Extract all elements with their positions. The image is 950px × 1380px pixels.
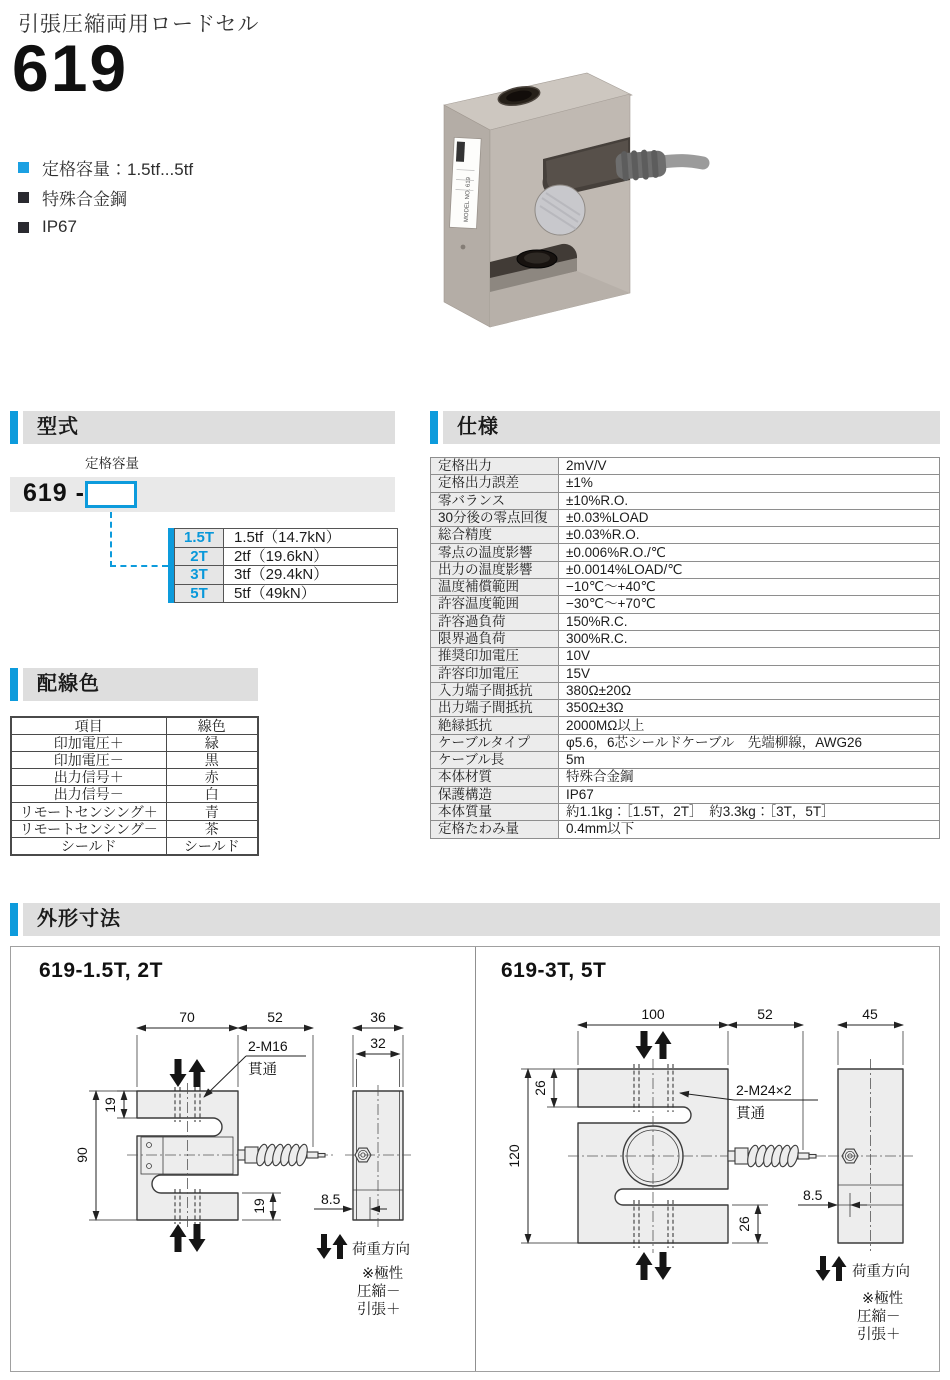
spec-row <box>431 786 940 803</box>
feature-item <box>18 216 193 238</box>
bullet-square-icon <box>18 222 29 233</box>
bullet-square-icon <box>18 192 29 203</box>
spec-item: 入力端子間抵抗 <box>431 682 559 699</box>
spec-value: ±0.006%R.O./℃ <box>559 544 940 561</box>
wiring-row <box>11 820 258 837</box>
capacity-value: 3tf（29.4kN） <box>224 566 398 585</box>
category-title: 引張圧縮両用ロードセル <box>18 13 260 36</box>
spec-row <box>431 544 940 561</box>
spec-item: 温度補償範囲 <box>431 579 559 596</box>
spec-row <box>431 803 940 820</box>
product-model-number: 619 <box>12 31 129 105</box>
bullet-square-icon <box>18 162 29 173</box>
wiring-col-item: 項目 <box>11 717 166 734</box>
spec-item: 零バランス <box>431 492 559 509</box>
spec-value: 2000MΩ以上 <box>559 717 940 734</box>
spec-row <box>431 821 940 838</box>
spec-item: 総合精度 <box>431 527 559 544</box>
spec-item: 本体材質 <box>431 769 559 786</box>
model-prefix: 619 - <box>23 479 85 507</box>
capacity-code-box <box>85 481 137 508</box>
spec-row <box>431 700 940 717</box>
spec-item: 定格出力 <box>431 458 559 475</box>
spec-row <box>431 527 940 544</box>
capacity-option-row <box>175 566 398 585</box>
svg-text:引張＋: 引張＋ <box>357 1302 401 1318</box>
spec-row <box>431 769 940 786</box>
wiring-item: 出力信号－ <box>11 786 166 803</box>
spec-item: 定格たわみ量 <box>431 821 559 838</box>
wiring-col-color: 線色 <box>166 717 258 734</box>
spec-item: 本体質量 <box>431 803 559 820</box>
capacity-value: 5tf（49kN） <box>224 584 398 603</box>
wiring-header-row <box>11 717 258 734</box>
capacity-option-row <box>175 547 398 566</box>
svg-text:2-M24×2: 2-M24×2 <box>736 1082 792 1098</box>
svg-text:90: 90 <box>74 1147 90 1163</box>
wiring-item: シールド <box>11 837 166 854</box>
svg-text:45: 45 <box>862 1006 878 1022</box>
spec-value: 10V <box>559 648 940 665</box>
spec-table <box>430 457 940 839</box>
capacity-option-row <box>175 584 398 603</box>
spec-value: 380Ω±20Ω <box>559 682 940 699</box>
spec-value: IP67 <box>559 786 940 803</box>
spec-value: 300%R.C. <box>559 630 940 647</box>
section-heading: 外形寸法 <box>23 903 940 936</box>
connector-line-horizontal <box>110 565 168 567</box>
cable <box>615 148 703 181</box>
section-accent-bar <box>430 411 438 444</box>
wiring-row <box>11 803 258 820</box>
wiring-row <box>11 769 258 786</box>
spec-value: 特殊合金鋼 <box>559 769 940 786</box>
spec-row <box>431 458 940 475</box>
spec-item: ケーブル長 <box>431 752 559 769</box>
feature-text: 特殊合金鋼 <box>42 189 127 209</box>
spec-item: 絶縁抵抗 <box>431 717 559 734</box>
spec-row <box>431 475 940 492</box>
wiring-item: 印加電圧－ <box>11 751 166 768</box>
section-heading: 仕様 <box>443 411 940 444</box>
svg-text:※極性: ※極性 <box>362 1266 404 1282</box>
model-code-band <box>10 477 395 512</box>
spec-row <box>431 734 940 751</box>
svg-text:荷重方向: 荷重方向 <box>352 1242 410 1258</box>
spec-row <box>431 492 940 509</box>
section-accent-bar <box>10 411 18 444</box>
connector-line-vertical <box>110 512 112 567</box>
wiring-row <box>11 734 258 751</box>
wiring-color: 緑 <box>166 734 258 751</box>
drawing-title-left: 619-1.5T, 2T <box>39 959 163 982</box>
capacity-option-row <box>175 529 398 548</box>
spec-value: φ5.6，6芯シールドケーブル 先端柳線，AWG26 <box>559 734 940 751</box>
capacity-code: 1.5T <box>175 529 224 548</box>
wiring-color: 白 <box>166 786 258 803</box>
spec-value: 5m <box>559 752 940 769</box>
wiring-row <box>11 751 258 768</box>
section-wiring <box>10 668 258 701</box>
capacity-options-table <box>168 528 398 603</box>
svg-text:52: 52 <box>757 1006 773 1022</box>
wiring-color: 赤 <box>166 769 258 786</box>
svg-text:52: 52 <box>267 1009 283 1025</box>
spec-row <box>431 561 940 578</box>
capacity-code: 5T <box>175 584 224 603</box>
spec-value: 350Ω±3Ω <box>559 700 940 717</box>
wiring-color: 青 <box>166 803 258 820</box>
svg-text:8.5: 8.5 <box>321 1191 341 1207</box>
wiring-color: シールド <box>166 837 258 854</box>
wiring-row <box>11 837 258 854</box>
spec-row <box>431 682 940 699</box>
spec-item: 許容過負荷 <box>431 613 559 630</box>
svg-text:圧縮－: 圧縮－ <box>357 1284 401 1300</box>
svg-text:70: 70 <box>179 1009 195 1025</box>
svg-text:MODEL NO. 619: MODEL NO. 619 <box>463 176 473 223</box>
feature-item <box>18 156 193 178</box>
spec-row <box>431 596 940 613</box>
svg-text:36: 36 <box>370 1009 386 1025</box>
svg-text:圧縮－: 圧縮－ <box>857 1309 901 1325</box>
spec-item: 許容温度範囲 <box>431 596 559 613</box>
spec-value: 約1.1kg：［1.5T，2T］ 約3.3kg：［3T，5T］ <box>559 803 940 820</box>
svg-text:2-M16: 2-M16 <box>248 1038 288 1054</box>
svg-text:8.5: 8.5 <box>803 1187 823 1203</box>
svg-text:26: 26 <box>532 1080 548 1096</box>
spec-value: ±0.03%LOAD <box>559 509 940 526</box>
section-accent-bar <box>10 668 18 701</box>
section-accent-bar <box>10 903 18 936</box>
svg-text:引張＋: 引張＋ <box>857 1327 901 1343</box>
product-label <box>450 137 482 228</box>
spec-item: 限界過負荷 <box>431 630 559 647</box>
spec-value: −30℃～+70℃ <box>559 596 940 613</box>
spec-item: 零点の温度影響 <box>431 544 559 561</box>
wiring-table <box>10 716 259 856</box>
spec-item: 出力端子間抵抗 <box>431 700 559 717</box>
drawing-619-1-5t-2t <box>11 947 476 1372</box>
spec-row <box>431 579 940 596</box>
section-heading: 配線色 <box>23 668 258 701</box>
wiring-item: リモートセンシング－ <box>11 820 166 837</box>
capacity-value: 2tf（19.6kN） <box>224 547 398 566</box>
feature-text: IP67 <box>42 217 77 236</box>
svg-text:貫通: 貫通 <box>736 1106 765 1122</box>
svg-text:※極性: ※極性 <box>862 1291 904 1307</box>
spec-value: 150%R.C. <box>559 613 940 630</box>
spec-value: ±1% <box>559 475 940 492</box>
svg-text:120: 120 <box>506 1144 522 1168</box>
spec-value: 2mV/V <box>559 458 940 475</box>
spec-value: ±0.0014%LOAD/℃ <box>559 561 940 578</box>
svg-text:100: 100 <box>641 1006 665 1022</box>
wiring-row <box>11 786 258 803</box>
spec-value: ±10%R.O. <box>559 492 940 509</box>
spec-item: 定格出力誤差 <box>431 475 559 492</box>
section-model <box>10 411 395 444</box>
capacity-code: 3T <box>175 566 224 585</box>
spec-row <box>431 717 940 734</box>
svg-text:19: 19 <box>251 1198 267 1214</box>
product-photo <box>410 40 830 370</box>
spec-row <box>431 665 940 682</box>
svg-text:26: 26 <box>736 1216 752 1232</box>
svg-text:貫通: 貫通 <box>248 1062 277 1078</box>
spec-row <box>431 613 940 630</box>
svg-text:32: 32 <box>370 1035 386 1051</box>
svg-text:荷重方向: 荷重方向 <box>852 1264 910 1280</box>
spec-row <box>431 630 940 647</box>
section-heading: 型式 <box>23 411 395 444</box>
spec-item: 許容印加電圧 <box>431 665 559 682</box>
feature-list <box>18 156 193 238</box>
section-dimensions <box>10 903 940 936</box>
spec-value: ±0.03%R.O. <box>559 527 940 544</box>
capacity-label: 定格容量 <box>85 456 139 471</box>
capacity-value: 1.5tf（14.7kN） <box>224 529 398 548</box>
wiring-item: 印加電圧＋ <box>11 734 166 751</box>
wiring-item: 出力信号＋ <box>11 769 166 786</box>
capacity-code: 2T <box>175 547 224 566</box>
spec-row <box>431 509 940 526</box>
spec-item: 推奨印加電圧 <box>431 648 559 665</box>
spec-item: ケーブルタイプ <box>431 734 559 751</box>
spec-item: 30分後の零点回復 <box>431 509 559 526</box>
spec-row <box>431 648 940 665</box>
spec-value: 0.4mm以下 <box>559 821 940 838</box>
spec-value: 15V <box>559 665 940 682</box>
spec-row <box>431 752 940 769</box>
svg-text:19: 19 <box>102 1097 118 1113</box>
wiring-item: リモートセンシング＋ <box>11 803 166 820</box>
spec-value: −10℃～+40℃ <box>559 579 940 596</box>
feature-text: 定格容量：1.5tf...5tf <box>42 159 194 179</box>
spec-item: 保護構造 <box>431 786 559 803</box>
spec-item: 出力の温度影響 <box>431 561 559 578</box>
wiring-color: 黒 <box>166 751 258 768</box>
wiring-color: 茶 <box>166 820 258 837</box>
drawing-title-right: 619-3T, 5T <box>501 959 607 982</box>
dimension-drawings-box <box>10 946 940 1372</box>
feature-item <box>18 186 193 208</box>
drawing-619-3t-5t <box>476 947 941 1372</box>
section-specs <box>430 411 940 444</box>
